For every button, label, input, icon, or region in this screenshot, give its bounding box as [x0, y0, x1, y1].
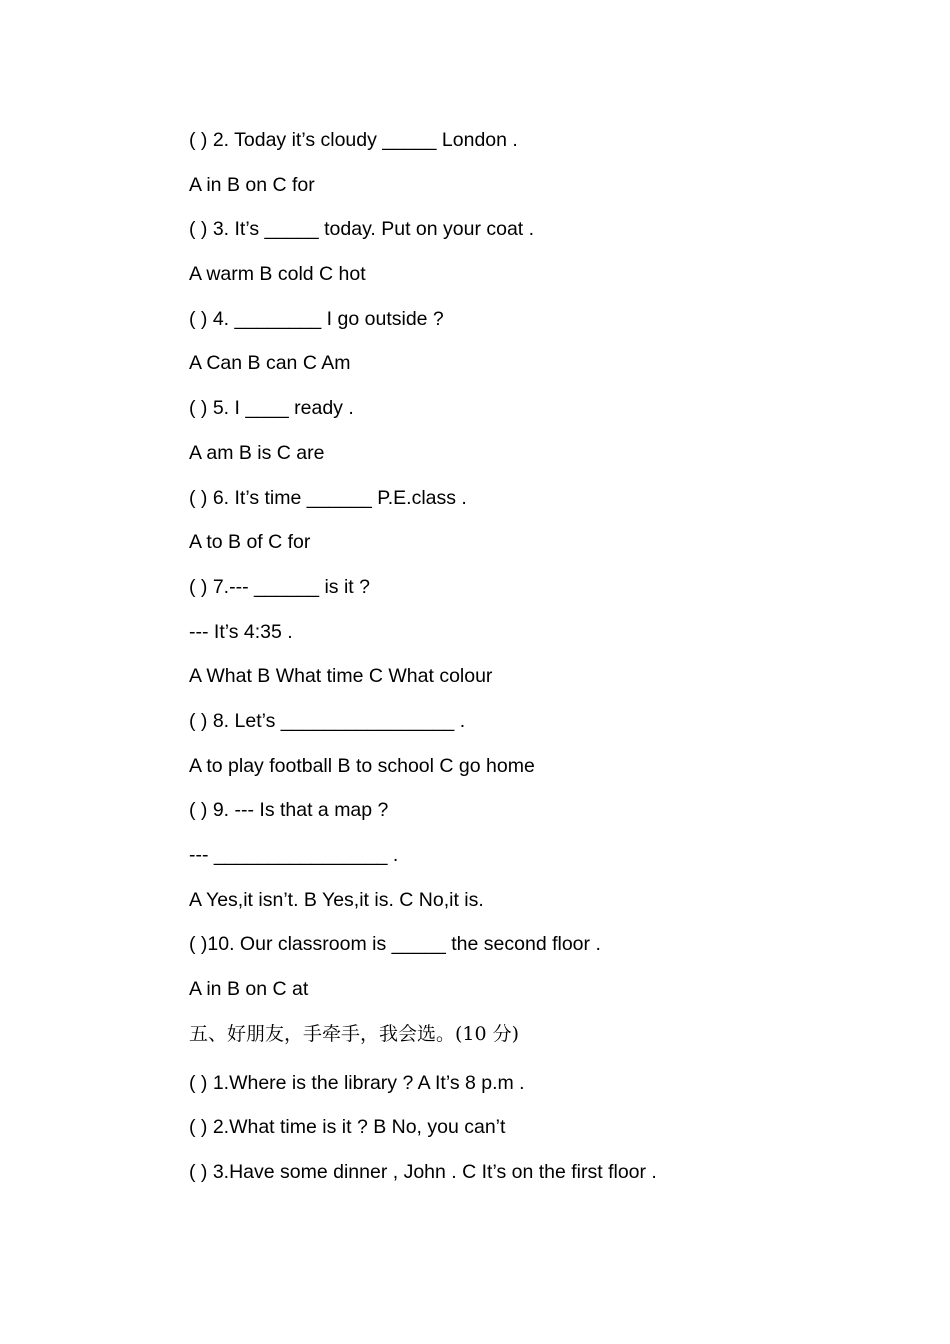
- matching-item-1: ( ) 1.Where is the library ? A It’s 8 p.m .: [189, 1071, 525, 1094]
- question-7-options: A What B What time C What colour: [189, 665, 493, 688]
- question-9-options: A Yes,it isn’t. B Yes,it is. C No,it is.: [189, 888, 484, 911]
- question-10-options: A in B on C at: [189, 978, 309, 1001]
- question-9-response: --- ________________ .: [189, 844, 399, 866]
- question-5: ( ) 5. I ____ ready .: [189, 397, 354, 420]
- question-3-options: A warm B cold C hot: [189, 263, 366, 286]
- question-2: ( ) 2. Today it’s cloudy _____ London .: [189, 129, 518, 151]
- page-content: [189, 118, 829, 1195]
- question-6-options: A to B of C for: [189, 531, 311, 554]
- question-9: ( ) 9. --- Is that a map ?: [189, 799, 389, 822]
- question-7: ( ) 7.--- ______ is it ?: [189, 575, 370, 598]
- question-8: ( ) 8. Let’s ________________ .: [189, 709, 466, 732]
- question-4: ( ) 4. ________ I go outside ?: [189, 307, 444, 330]
- question-8-options: A to play football B to school C go home: [189, 754, 535, 777]
- question-10: ( )10. Our classroom is _____ the second floor .: [189, 933, 601, 956]
- question-6: ( ) 6. It’s time ______ P.E.class .: [189, 486, 467, 509]
- question-2-options: A in B on C for: [189, 173, 315, 196]
- question-4-options: A Can B can C Am: [189, 352, 351, 375]
- question-5-options: A am B is C are: [189, 441, 325, 464]
- question-7-response: --- It’s 4:35 .: [189, 620, 293, 643]
- question-3: ( ) 3. It’s _____ today. Put on your coat .: [189, 218, 535, 241]
- section-heading: 五、好朋友，手牵手，我会选。(10 分): [189, 1022, 520, 1045]
- matching-item-2: ( ) 2.What time is it ? B No, you can’t: [189, 1116, 506, 1139]
- matching-item-3: ( ) 3.Have some dinner , John . C It’s on the first floor .: [189, 1161, 657, 1184]
